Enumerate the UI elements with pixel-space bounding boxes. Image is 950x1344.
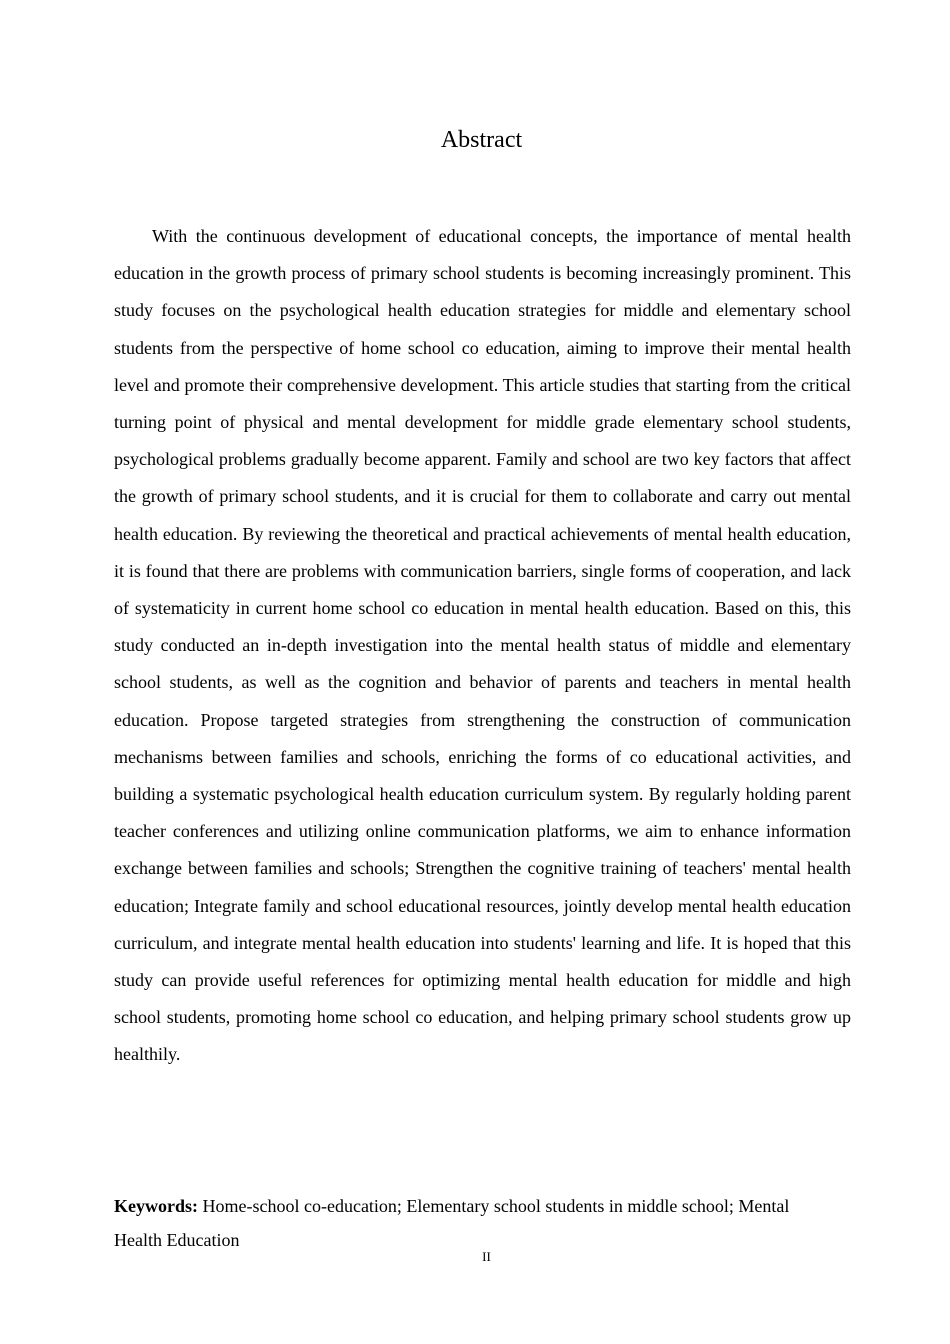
abstract-body: With the continuous development of educational concepts, the importance of mental health education in the growth process of primary school students is becoming increasingly prominent. This study focuses on the psychological health education strategies for middle and elementary school students from the perspective of home school co education, aiming to improve their mental health level and promote their comprehensive development. This article studies that starting from the critical turning point of physical and mental development for middle grade elementary school students, psychological problems gradually become apparent. Family and school are two key factors that affect the growth of primary school students, and it is crucial for them to collaborate and carry out mental health education. By reviewing the theoretical and practical achievements of mental health education, it is found that there are problems with communication barriers, single forms of cooperation, and lack of systematicity in current home school co education in mental health education. Based on this, this study conducted an in-depth investigation into the mental health status of middle and elementary school students, as well as the cognition and behavior of parents and teachers in mental health education. Propose targeted strategies from strengthening the construction of communication mechanisms between families and schools, enriching the forms of co educational activities, and building a systematic psychological health education curriculum system. By regularly holding parent teacher conferences and utilizing online communication platforms, we aim to enhance information exchange between families and schools; Strengthen the cognitive training of teachers' mental health education; Integrate family and school educational resources, jointly develop mental health education curriculum, and integrate mental health education into students' learning and life. It is hoped that this study can provide useful references for optimizing mental health education for middle and high school students, promoting home school co education, and helping primary school students grow up healthily. [114, 226, 851, 1065]
keywords-section [114, 1189, 814, 1257]
page-title: Abstract [440, 127, 523, 153]
keywords-text: Home-school co-education; Elementary school students in middle school; Mental Health Education [114, 1196, 790, 1250]
page-number: II [482, 1249, 491, 1264]
keywords-label: Keywords: [114, 1196, 198, 1216]
